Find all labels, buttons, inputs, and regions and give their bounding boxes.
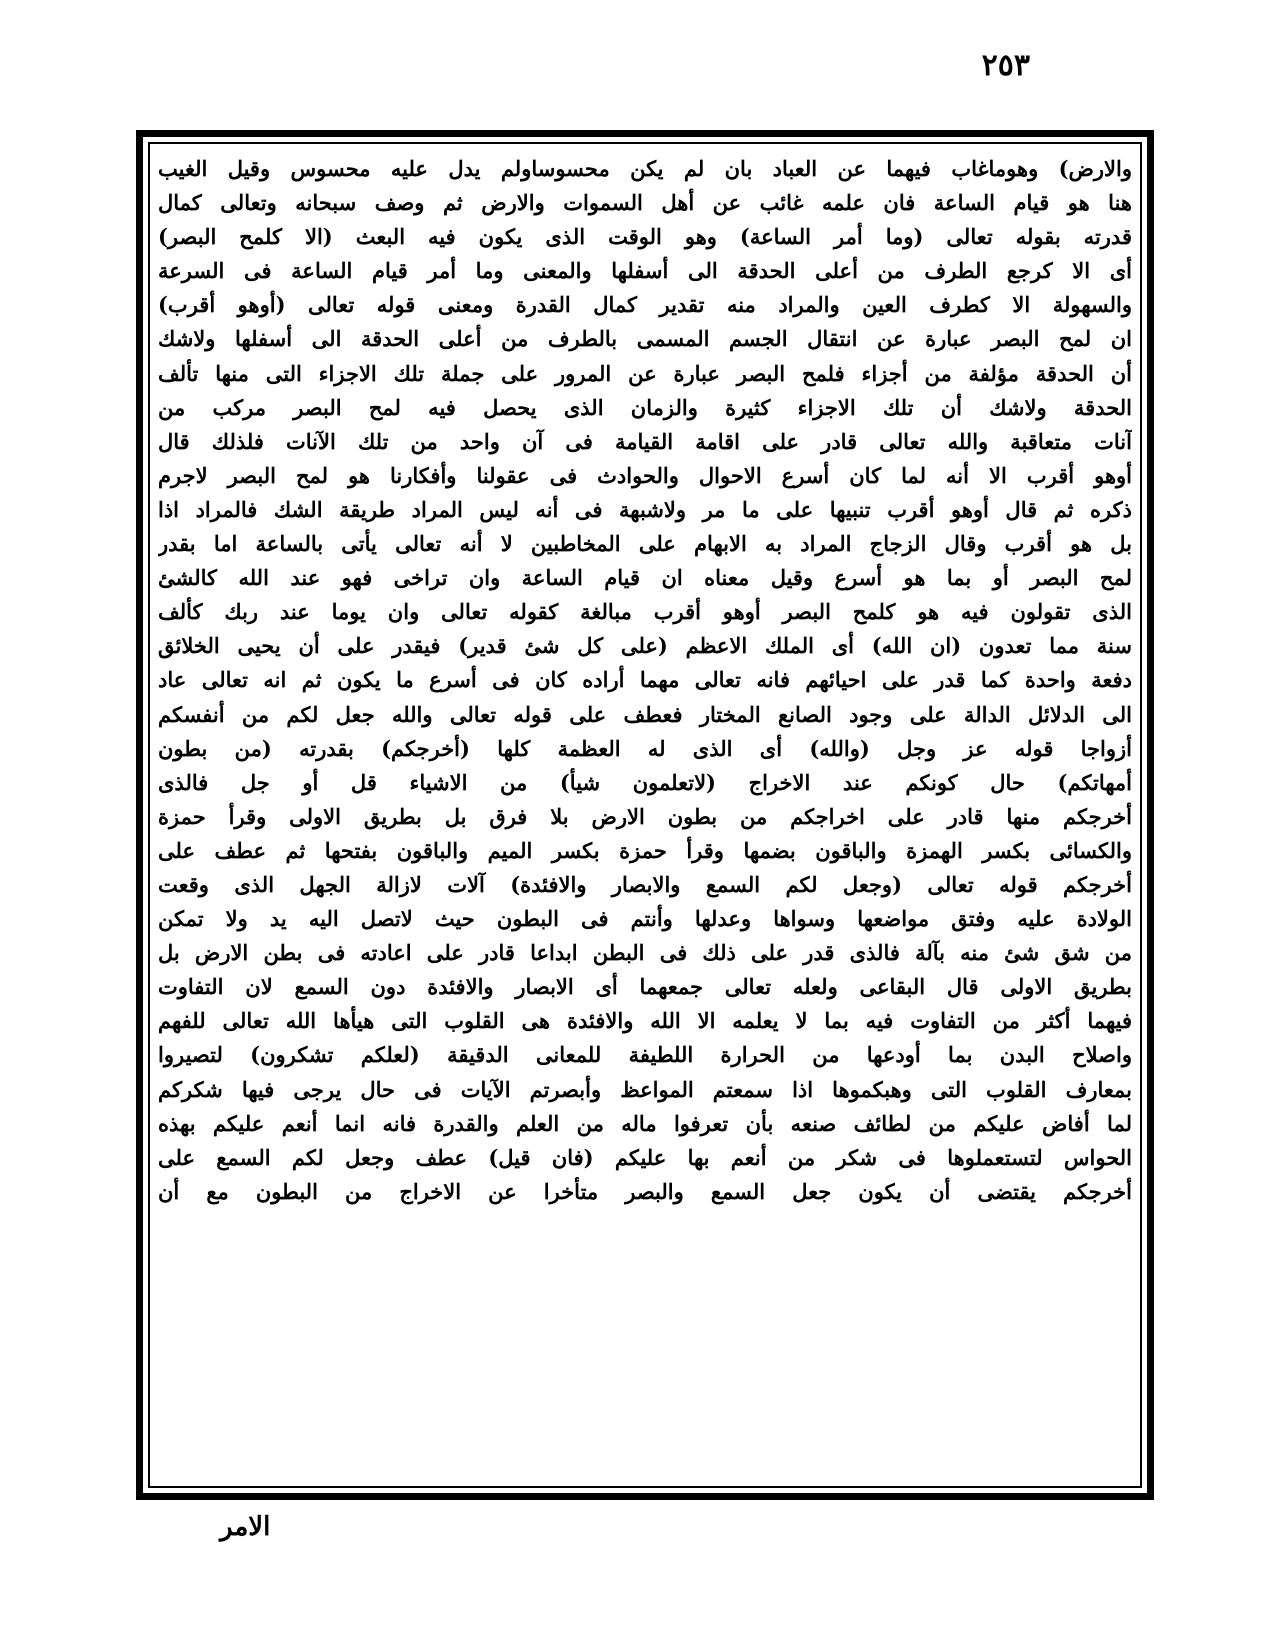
text-line: أمهاتكم) حال كونكم عند الاخراج (لاتعلمون شيأ) من الاشياء قل أو جل فالذى (158, 769, 1132, 795)
text-line: الحواس لتستعملوها فى شكر من أنعم بها عليكم (فان قيل) عطف وجعل لكم السمع على (158, 1144, 1132, 1170)
text-line: الولادة عليه وفتق مواضعها وسواها وعدلها وأنتم فى البطون حيث لاتصل اليه يد ولا تمكن (158, 906, 1132, 932)
text-line: أى الا كرجع الطرف من أعلى الحدقة الى أسفلها والمعنى وما أمر قيام الساعة فى السرعة (158, 258, 1132, 284)
text-line: سنة مما تعدون (ان الله) أى الملك الاعظم (على كل شئ قدير) فيقدر على أن يحيى الخلائق (158, 633, 1132, 659)
text-line: دفعة واحدة كما قدر على احيائهم فانه تعالى مهما أراده كان فى أسرع ما يكون ثم انه تعالى عاد (158, 667, 1132, 693)
text-line: ذكره ثم قال أوهو أقرب تنبيها على ما مر ولاشبهة فى أنه ليس المراد طريقة الشك فالمراد اذا (158, 496, 1132, 522)
text-line: أخرجكم يقتضى أن يكون جعل السمع والبصر متأخرا عن الاخراج من البطون مع أن (158, 1178, 1132, 1204)
text-line: لما أفاض عليكم من لطائف صنعه بأن تعرفوا ماله من العلم والقدرة فانه انما أنعم عليكم بهذه (158, 1110, 1132, 1136)
text-line: الى الدلائل الدالة على وجود الصانع المختار فعطف على قوله تعالى والله جعل لكم من أنفسكم (158, 701, 1132, 727)
text-line: والارض) وهوماغاب فيهما عن العباد بان لم يكن محسوساولم يدل عليه محسوس وقيل الغيب (158, 156, 1132, 181)
text-line: والكسائى بكسر الهمزة والباقون بضمها وقرأ حمزة بكسر الميم والباقون بفتحها ثم عطف على (158, 837, 1132, 863)
text-line: والسهولة الا كطرف العين والمراد منه تقدير كمال القدرة ومعنى قوله تعالى (أوهو أقرب) (158, 292, 1132, 318)
text-line: الحدقة ولاشك أن تلك الاجزاء كثيرة والزمان الذى يحصل فيه لمح البصر مركب من (158, 394, 1132, 420)
text-line: أخرجكم منها قادر على اخراجكم من بطون الارض بلا فرق بل بطريق الاولى وقرأ حمزة (158, 803, 1132, 829)
text-line: آنات متعاقبة والله تعالى قادر على اقامة القيامة فى آن واحد من تلك الآنات فلذلك قال (158, 428, 1132, 454)
page-number: ٢٥٣ (981, 48, 1030, 83)
text-line: أوهو أقرب الا أنه لما كان أسرع الاحوال والحوادث فى عقولنا وأفكارنا هو لمح البصر لاجرم (158, 462, 1132, 488)
text-line: لمح البصر أو بما هو أسرع وقيل معناه ان قيام الساعة وان تراخى فهو عند الله كالشئ (158, 565, 1132, 591)
text-line: قدرته بقوله تعالى (وما أمر الساعة) وهو الوقت الذى يكون فيه البعث (الا كلمح البصر) (158, 224, 1132, 250)
text-line: أن الحدقة مؤلفة من أجزاء فلمح البصر عبارة عن المرور على جملة تلك الاجزاء التى منها تألف (158, 360, 1132, 386)
text-line: ان لمح البصر عبارة عن انتقال الجسم المسمى بالطرف من أعلى الحدقة الى أسفلها ولاشك (158, 326, 1132, 352)
text-line: فيهما أكثر من التفاوت فيه بما لا يعلمه الا الله والافئدة هى القلوب التى هيأها الله تعالى للفهم (158, 1008, 1132, 1034)
text-line: بل هو أقرب وقال الزجاج المراد به الابهام على المخاطبين لا أنه تعالى يأتى بالساعة اما بقدر (158, 531, 1132, 557)
text-line: بمعارف القلوب التى وهبكموها اذا سمعتم المواعظ وأبصرتم الآيات فى حال يرجى فيها شكركم (158, 1076, 1132, 1102)
text-line: هنا هو قيام الساعة فان علمه غائب عن أهل السموات والارض ثم وصف سبحانه وتعالى كمال (158, 190, 1132, 216)
text-line: أزواجا قوله عز وجل (والله) أى الذى له العظمة كلها (أخرجكم) بقدرته (من بطون (158, 735, 1132, 761)
main-text-block (158, 152, 1132, 1482)
catchword: الامر (220, 1512, 271, 1542)
text-line: من شق شئ منه بآلة فالذى قدر على ذلك فى البطن ابداعا قادر على اعادته فى بطن الارض بل (158, 940, 1132, 966)
text-line: واصلاح البدن بما أودعها من الحرارة اللطيفة للمعانى الدقيقة (لعلكم تشكرون) لتصيروا (158, 1042, 1132, 1068)
text-line: بطريق الاولى قال البقاعى ولعله تعالى جمعهما أى الابصار والافئدة دون السمع لان التفاوت (158, 974, 1132, 1000)
text-line: أخرجكم قوله تعالى (وجعل لكم السمع والابصار والافئدة) آلات لازالة الجهل الذى وقعت (158, 871, 1132, 897)
text-line: الذى تقولون فيه هو كلمح البصر أوهو أقرب مبالغة كقوله تعالى وان يوما عند ربك كألف (158, 599, 1132, 625)
